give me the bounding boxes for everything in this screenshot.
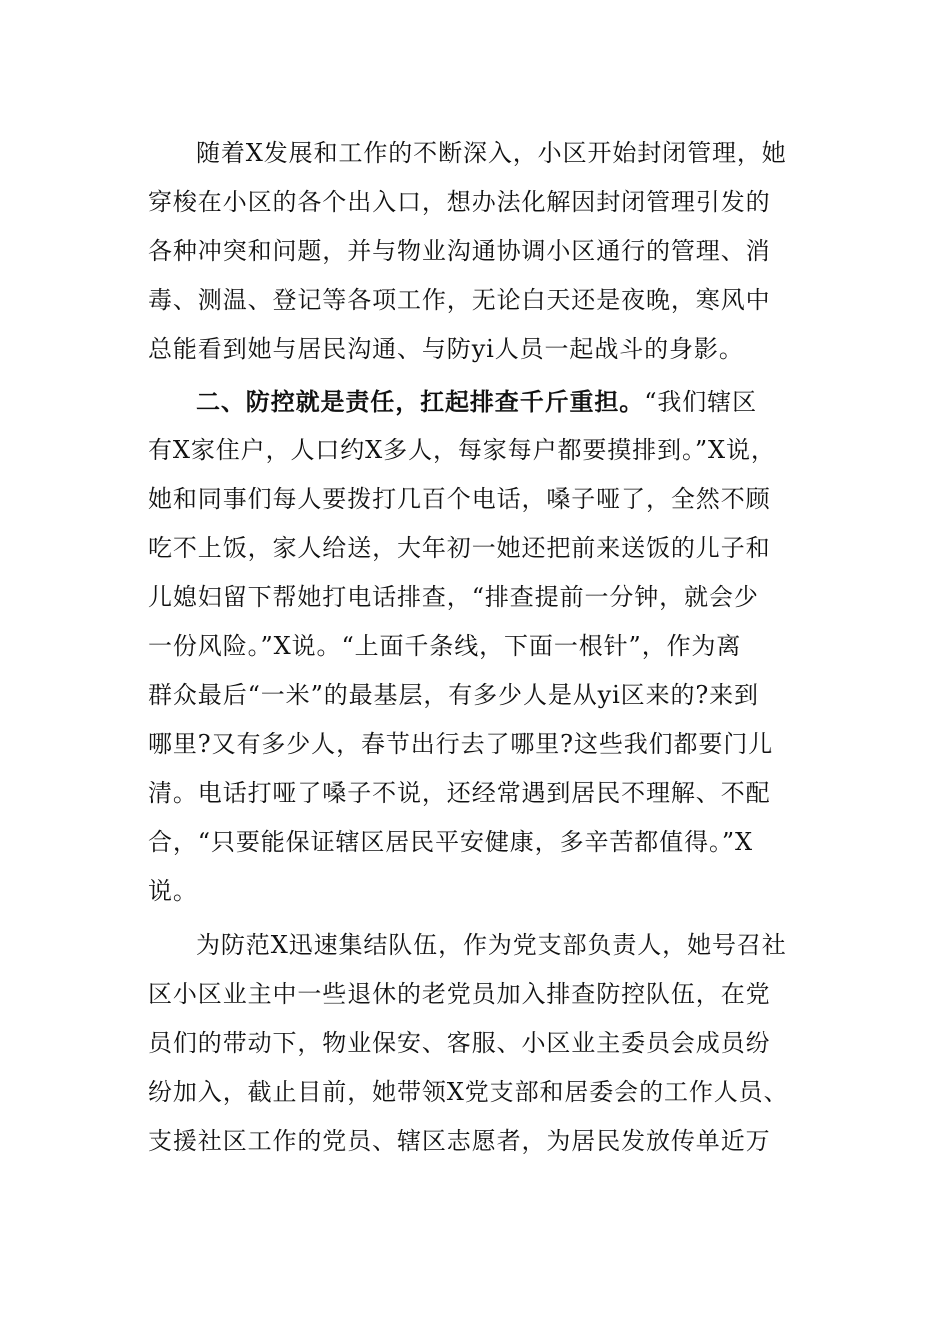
text-line: 一份风险。”X说。“上面千条线，下面一根针”，作为离	[148, 632, 742, 660]
paragraph-volunteer-team	[148, 921, 808, 1166]
text-line: 纷加入，截止目前，她带领X党支部和居委会的工作人员、	[148, 1078, 789, 1106]
text-line: 各种冲突和问题，并与物业沟通协调小区通行的管理、消	[148, 237, 771, 265]
text-line: 吃不上饭，家人给送，大年初一她还把前来送饭的儿子和	[148, 534, 771, 562]
text-line: 随着X发展和工作的不断深入，小区开始封闭管理，她	[196, 139, 787, 167]
text-line: 有X家住户，人口约X多人，每家每户都要摸排到。”X说，	[148, 436, 776, 464]
heading-followup-text: “我们辖区	[644, 388, 757, 416]
text-line: 群众最后“一米”的最基层，有多少人是从yi区来的?来到	[148, 681, 759, 709]
text-line: 哪里?又有多少人，春节出行去了哪里?这些我们都要门儿	[148, 730, 774, 758]
text-line: 她和同事们每人要拨打几百个电话，嗓子哑了，全然不顾	[148, 485, 771, 513]
text-line: 合，“只要能保证辖区居民平安健康，多辛苦都值得。”X	[148, 828, 754, 856]
text-line: 员们的带动下，物业保安、客服、小区业主委员会成员纷	[148, 1029, 771, 1057]
paragraph-community-closure	[148, 129, 808, 374]
text-line: 总能看到她与居民沟通、与防yi人员一起战斗的身影。	[148, 335, 744, 363]
text-line: 毒、测温、登记等各项工作，无论白天还是夜晚，寒风中	[148, 286, 771, 314]
text-line	[148, 377, 808, 426]
text-line: 支援社区工作的党员、辖区志愿者，为居民发放传单近万	[148, 1127, 771, 1155]
text-line: 说。	[148, 877, 198, 905]
text-line: 清。电话打哑了嗓子不说，还经常遇到居民不理解、不配	[148, 779, 771, 807]
section-heading: 二、防控就是责任，扛起排查千斤重担。	[196, 387, 645, 416]
text-line: 儿媳妇留下帮她打电话排查，“排查提前一分钟，就会少	[148, 583, 759, 611]
text-line: 为防范X迅速集结队伍，作为党支部负责人，她号召社	[196, 931, 787, 959]
text-line: 穿梭在小区的各个出入口，想办法化解因封闭管理引发的	[148, 188, 771, 216]
paragraph-screening-responsibility	[148, 377, 808, 916]
text-line: 区小区业主中一些退休的老党员加入排查防控队伍，在党	[148, 980, 771, 1008]
